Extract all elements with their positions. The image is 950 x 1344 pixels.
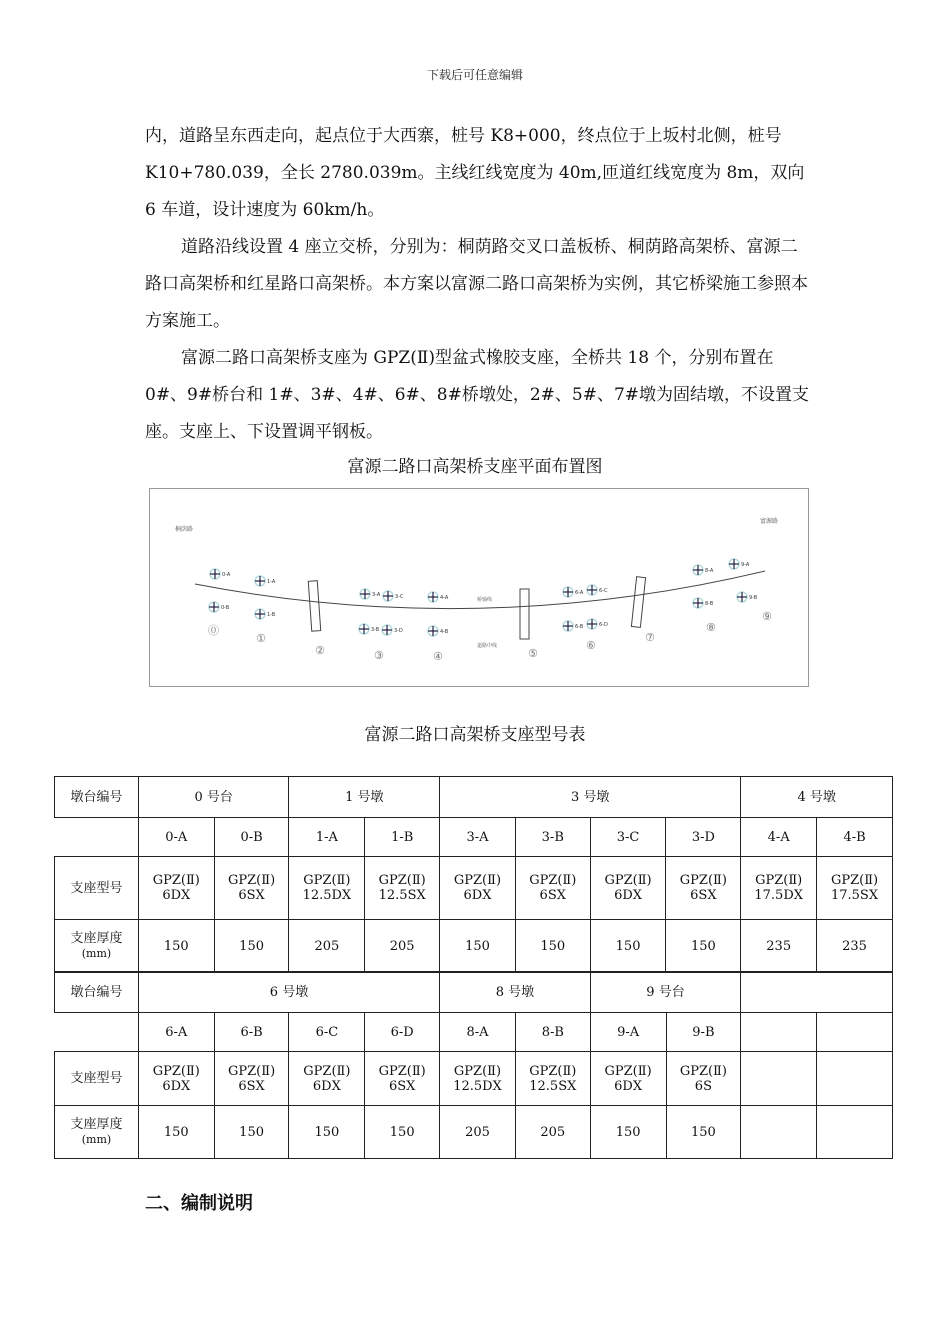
type-cell xyxy=(817,1052,893,1106)
id-cell: 0-A xyxy=(138,818,214,857)
paragraph-3: 富源二路口高架桥支座为 GPZ(Ⅱ)型盆式橡胶支座，全桥共 18 个，分别布置在 0#、9#桥台和 1#、3#、4#、6#、8#桥墩处，2#、5#、7#墩为固结墩，不设置支座。支座上、下设置调平钢板。 xyxy=(145,348,810,442)
label-centerline: 道路中线 xyxy=(477,643,498,649)
pier-number: ④ xyxy=(433,650,443,663)
table-row xyxy=(55,1013,893,1052)
id-cell: 6-A xyxy=(138,1013,214,1052)
thickness-cell: 150 xyxy=(666,920,741,973)
paragraph-2: 道路沿线设置 4 座立交桥，分别为：桐荫路交叉口盖板桥、桐荫路高架桥、富源二路口高架桥和红星路口高架桥。本方案以富源二路口高架桥为实例，其它桥梁施工参照本方案施工。 xyxy=(145,237,808,331)
id-cell xyxy=(817,1013,893,1052)
thickness-cell: 150 xyxy=(214,1106,289,1159)
bearing-label: 6-A xyxy=(575,590,584,596)
bearing-label: 8-A xyxy=(705,568,714,574)
id-cell: 4-A xyxy=(741,818,817,857)
pier-header: 墩台编号 xyxy=(55,972,139,1013)
label-right: 富源路 xyxy=(760,518,779,525)
pier-number: ② xyxy=(315,644,325,657)
bearing-layout-svg xyxy=(150,489,808,686)
id-cell: 3-B xyxy=(515,818,590,857)
id-cell: 4-B xyxy=(817,818,893,857)
thickness-cell: 235 xyxy=(741,920,817,973)
pier-numbers xyxy=(208,610,772,663)
id-cell: 8-B xyxy=(515,1013,590,1052)
type-cell: GPZ(Ⅱ) 6DX xyxy=(138,1052,214,1106)
thickness-cell xyxy=(741,1106,817,1159)
id-cell: 9-A xyxy=(590,1013,666,1052)
id-cell: 1-A xyxy=(289,818,365,857)
bearing-label: 6-D xyxy=(599,622,608,628)
bearing-label: 9-A xyxy=(741,562,750,568)
pier-2-block xyxy=(308,581,320,632)
thickness-cell: 205 xyxy=(289,920,365,973)
id-cell: 3-A xyxy=(440,818,516,857)
group-cell: 8 号墩 xyxy=(440,972,591,1013)
id-cell: 9-B xyxy=(666,1013,741,1052)
thickness-label: 支座厚度 (mm) xyxy=(55,920,139,973)
pier-number: ⑥ xyxy=(586,639,596,652)
bearing-label: 1-B xyxy=(267,612,276,618)
label-axis: 桥轴线 xyxy=(477,597,493,603)
thickness-cell: 205 xyxy=(365,920,440,973)
bearing-layout-diagram xyxy=(149,488,809,687)
bearing-label: 9-B xyxy=(749,595,758,601)
id-cell: 8-A xyxy=(440,1013,516,1052)
group-cell: 6 号墩 xyxy=(138,972,439,1013)
type-cell: GPZ(Ⅱ) 6DX xyxy=(590,1052,666,1106)
type-cell: GPZ(Ⅱ) 6DX xyxy=(590,857,666,920)
pier-number: ⑧ xyxy=(706,621,716,634)
table-row xyxy=(55,920,893,973)
thickness-cell: 205 xyxy=(515,1106,590,1159)
thickness-cell: 150 xyxy=(590,1106,666,1159)
group-cell: 3 号墩 xyxy=(440,777,741,818)
table-row xyxy=(55,857,893,920)
bearing-label: 3-B xyxy=(371,627,380,633)
type-label: 支座型号 xyxy=(55,1052,139,1106)
type-cell: GPZ(Ⅱ) 12.5DX xyxy=(289,857,365,920)
type-cell: GPZ(Ⅱ) 6SX xyxy=(515,857,590,920)
type-cell: GPZ(Ⅱ) 17.5SX xyxy=(817,857,893,920)
bearing-label: 1-A xyxy=(267,579,276,585)
id-cell: 0-B xyxy=(214,818,289,857)
paragraph-1: 内，道路呈东西走向，起点位于大西寨，桩号 K8+000，终点位于上坂村北侧，桩号 K10+780.039，全长 2780.039m。主线红线宽度为 40m,匝道红线宽度为 8m，双向 6 车道，设计速度为 60km/h。 xyxy=(145,126,805,220)
pier-7-block xyxy=(631,577,645,628)
group-cell: 1 号墩 xyxy=(289,777,440,818)
bearing-label: 6-B xyxy=(575,624,584,630)
pier-number: ③ xyxy=(374,649,384,662)
id-cell: 6-D xyxy=(365,1013,440,1052)
bearing-label: 0-A xyxy=(222,572,231,578)
thickness-cell: 235 xyxy=(817,920,893,973)
thickness-cell: 150 xyxy=(590,920,666,973)
type-cell: GPZ(Ⅱ) 17.5DX xyxy=(741,857,817,920)
pier-number: ⑤ xyxy=(528,647,538,660)
thickness-cell: 150 xyxy=(440,920,516,973)
thickness-cell: 150 xyxy=(138,1106,214,1159)
bearing-label: 3-C xyxy=(395,594,404,600)
thickness-cell: 150 xyxy=(365,1106,440,1159)
table-row xyxy=(55,1106,893,1159)
type-cell: GPZ(Ⅱ) 6SX xyxy=(214,1052,289,1106)
id-cell xyxy=(741,1013,817,1052)
page-header: 下载后可任意编辑 xyxy=(426,68,523,82)
id-cell: 3-C xyxy=(590,818,666,857)
type-cell: GPZ(Ⅱ) 6DX xyxy=(138,857,214,920)
table-row xyxy=(55,777,893,818)
type-cell: GPZ(Ⅱ) 12.5SX xyxy=(365,857,440,920)
bearing-table-2 xyxy=(54,971,893,1159)
thickness-cell: 150 xyxy=(289,1106,365,1159)
bearing-label: 6-C xyxy=(599,588,608,594)
type-cell: GPZ(Ⅱ) 6SX xyxy=(365,1052,440,1106)
bearing-label: 3-D xyxy=(394,628,403,634)
id-cell: 6-C xyxy=(289,1013,365,1052)
bearing-label: 0-B xyxy=(221,605,230,611)
type-cell: GPZ(Ⅱ) 6SX xyxy=(214,857,289,920)
pier-number: ⑨ xyxy=(762,610,772,623)
blank-cell xyxy=(55,1013,139,1052)
group-cell: 9 号台 xyxy=(590,972,741,1013)
type-cell: GPZ(Ⅱ) 6S xyxy=(666,1052,741,1106)
id-cell: 1-B xyxy=(365,818,440,857)
figure-caption: 富源二路口高架桥支座平面布置图 xyxy=(347,457,603,477)
thickness-cell xyxy=(817,1106,893,1159)
table-caption: 富源二路口高架桥支座型号表 xyxy=(364,725,586,745)
bearing-label: 4-B xyxy=(440,629,449,635)
id-cell: 6-B xyxy=(214,1013,289,1052)
bearing-label: 4-A xyxy=(440,595,449,601)
thickness-cell: 150 xyxy=(214,920,289,973)
type-cell xyxy=(741,1052,817,1106)
type-cell: GPZ(Ⅱ) 6SX xyxy=(666,857,741,920)
pier-number: ⑦ xyxy=(645,631,655,644)
table-row xyxy=(55,1052,893,1106)
pier-header: 墩台编号 xyxy=(55,777,139,818)
thickness-cell: 150 xyxy=(666,1106,741,1159)
section-heading: 二、编制说明 xyxy=(145,1193,253,1214)
bearing-label: 8-B xyxy=(705,601,714,607)
thickness-label: 支座厚度 (mm) xyxy=(55,1106,139,1159)
type-cell: GPZ(Ⅱ) 6DX xyxy=(289,1052,365,1106)
type-cell: GPZ(Ⅱ) 6DX xyxy=(440,857,516,920)
thickness-cell: 150 xyxy=(138,920,214,973)
blank-cell xyxy=(55,818,139,857)
thickness-cell: 150 xyxy=(515,920,590,973)
pier-number: ⓪ xyxy=(208,624,219,637)
pier-5-block xyxy=(520,589,529,639)
table-row xyxy=(55,972,893,1013)
type-label: 支座型号 xyxy=(55,857,139,920)
group-cell xyxy=(741,972,893,1013)
table-row xyxy=(55,818,893,857)
type-cell: GPZ(Ⅱ) 12.5DX xyxy=(440,1052,516,1106)
id-cell: 3-D xyxy=(666,818,741,857)
bearing-label: 3-A xyxy=(372,592,381,598)
label-left: 桐荫路 xyxy=(175,526,194,533)
thickness-cell: 205 xyxy=(440,1106,516,1159)
pier-number: ① xyxy=(256,632,266,645)
bearing-table-1 xyxy=(54,776,893,973)
type-cell: GPZ(Ⅱ) 12.5SX xyxy=(515,1052,590,1106)
group-cell: 4 号墩 xyxy=(741,777,893,818)
group-cell: 0 号台 xyxy=(138,777,289,818)
